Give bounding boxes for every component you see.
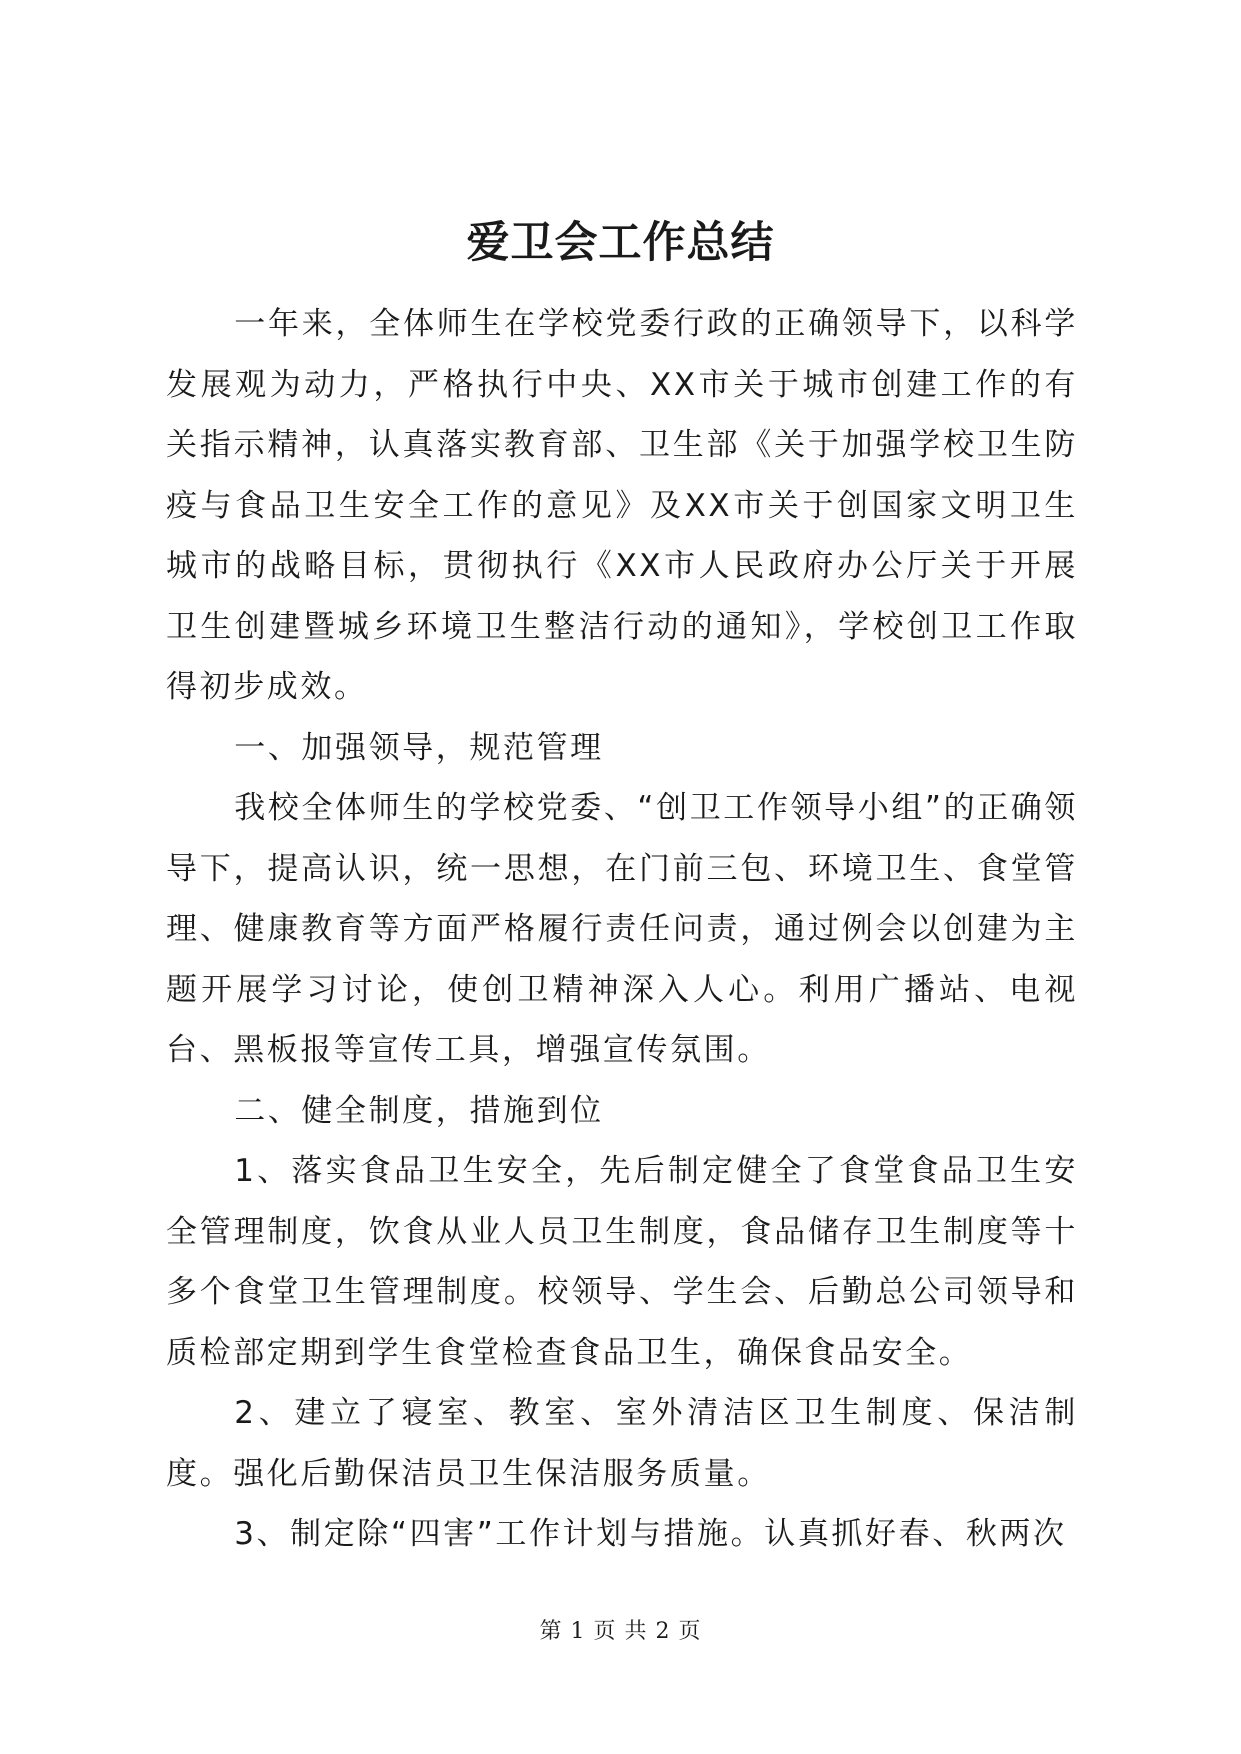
paragraph-leadership: 我校全体师生的学校党委、“创卫工作领导小组”的正确领导下，提高认识，统一思想，在门前三包、环境卫生、食堂管理、健康教育等方面严格履行责任问责，通过例会以创建为主题开展学习讨论，使创卫精神深入人心。利用广播站、电视台、黑板报等宣传工具，增强宣传氛围。: [166, 790, 1078, 1068]
page-footer: 第 1 页 共 2 页: [539, 1619, 702, 1644]
paragraph-item-3: 3、制定除“四害”工作计划与措施。认真抓好春、秋两次: [234, 1516, 1067, 1552]
paragraph-item-1: 1、落实食品卫生安全，先后制定健全了食堂食品卫生安全管理制度，饮食从业人员卫生制度，食品储存卫生制度等十多个食堂卫生管理制度。校领导、学生会、后勤总公司领导和质检部定期到学生食堂检查食品卫生，确保食品安全。: [166, 1153, 1078, 1371]
document-title: 爱卫会工作总结: [466, 218, 775, 268]
paragraph-intro: 一年来，全体师生在学校党委行政的正确领导下，以科学发展观为动力，严格执行中央、XX市关于城市创建工作的有关指示精神，认真落实教育部、卫生部《关于加强学校卫生防疫与食品卫生安全工作的意见》及XX市关于创国家文明卫生城市的战略目标，贯彻执行《XX市人民政府办公厅关于开展卫生创建暨城乡环境卫生整洁行动的通知》，学校创卫工作取得初步成效。: [166, 306, 1078, 705]
document-body: [166, 294, 1078, 1565]
paragraph-item-2: 2、建立了寝室、教室、室外清洁区卫生制度、保洁制度。强化后勤保洁员卫生保洁服务质量。: [166, 1395, 1078, 1492]
section-heading-2: 二、健全制度，措施到位: [234, 1092, 604, 1129]
section-heading-1: 一、加强领导，规范管理: [234, 729, 604, 766]
